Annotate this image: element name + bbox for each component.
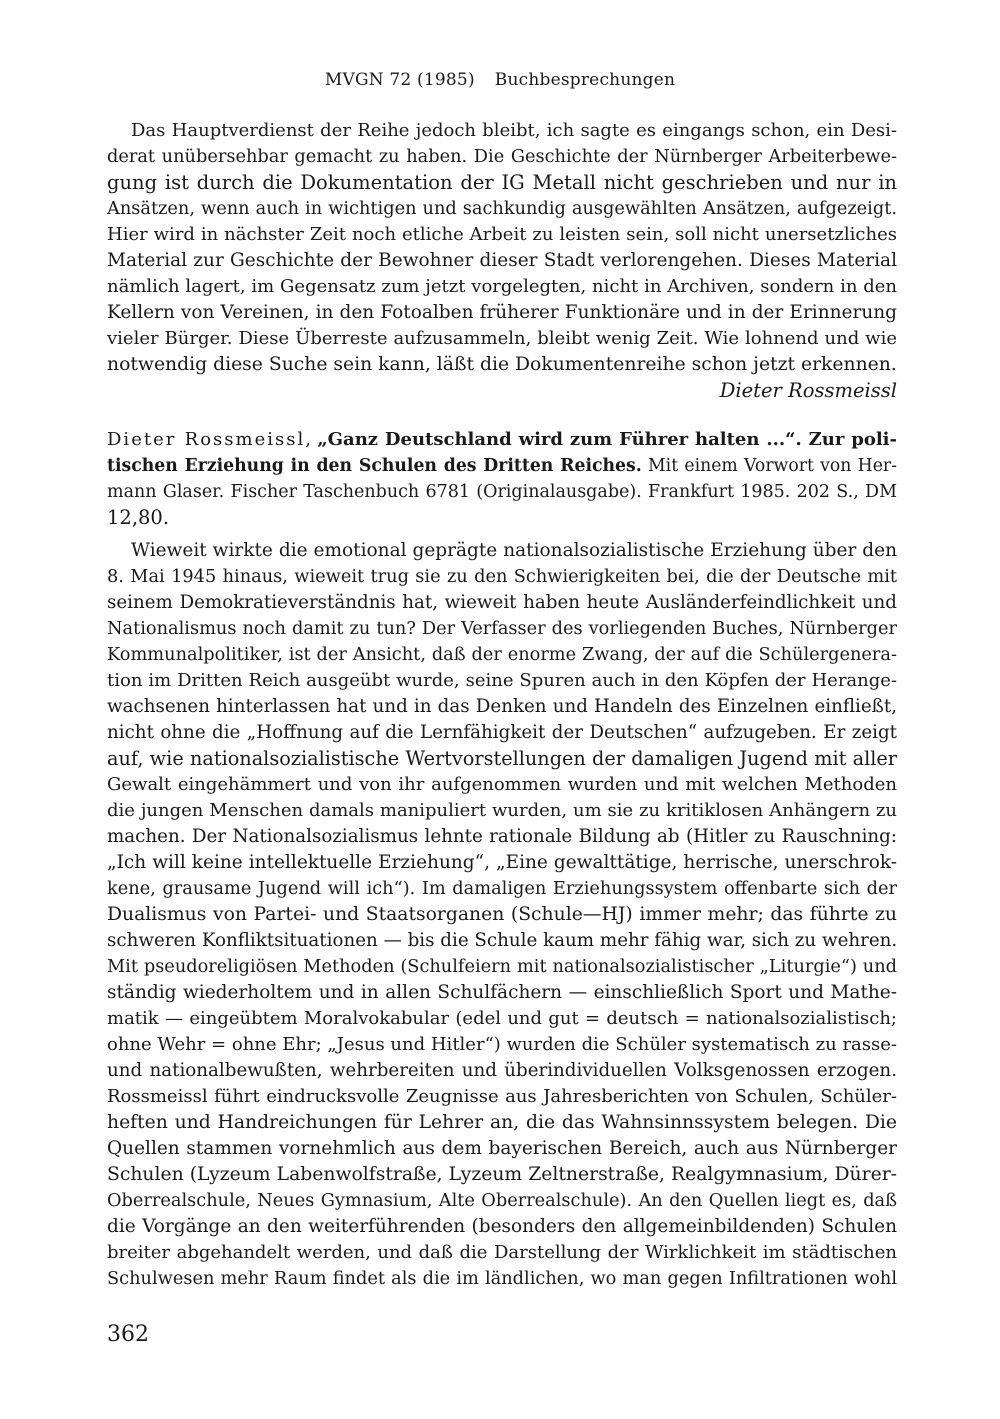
citation-line [107, 453, 897, 479]
text-line: wachsenen hinterlassen hat und in das Denken und Handeln des Einzelnen einfließt, [107, 696, 897, 717]
text-line: matik — eingeübtem Moralvokabular (edel und gut = deutsch = nationalsozialistisch; [107, 1008, 897, 1029]
text-line: Hier wird in nächster Zeit noch etliche Arbeit zu leisten sein, soll nicht unersetzliches [107, 224, 897, 245]
text-line: Wieweit wirkte die emotional geprägte nationalsozialistische Erziehung über den [131, 540, 897, 561]
reviewer-signature: Dieter Rossmeissl [719, 379, 897, 402]
text-line: nämlich lagert, im Gegensatz zum jetzt vorgelegten, nicht in Archiven, sondern in den [107, 276, 897, 297]
text-line: 8. Mai 1945 hinaus, wieweit trug sie zu den Schwierigkeiten bei, die der Deutsche mit [107, 567, 897, 587]
text-line: Kellern von Vereinen, in den Fotoalben früherer Funktionäre und in der Erinnerung [107, 302, 897, 323]
text-line: auf, wie nationalsozialistische Wertvorstellungen der damaligen Jugend mit aller [107, 747, 897, 770]
text-line: schweren Konfliktsituationen — bis die Schule kaum mehr fähig war, sich zu wehren. [107, 930, 898, 951]
text-line: ohne Wehr = ohne Ehr; „Jesus und Hitler“) wurden die Schüler systematisch zu rasse- [107, 1034, 897, 1055]
text-line: Oberrealschule, Neues Gymnasium, Alte Oberrealschule). An den Quellen liegt es, daß [107, 1191, 897, 1211]
running-head [0, 70, 1000, 90]
text-line: derat unübersehbar gemacht zu haben. Die Geschichte der Nürnberger Arbeiterbewe- [107, 147, 897, 167]
text-line: breiter abgehandelt werden, und daß die Darstellung der Wirklichkeit im städtischen [107, 1242, 897, 1263]
text-line: Gewalt eingehämmert und von ihr aufgenommen wurden und mit welchen Methoden [107, 774, 897, 795]
journal-reference: MVGN 72 (1985) [324, 70, 475, 90]
citation-details: Mit einem Vorwort von Her- [641, 456, 897, 476]
text-line: machen. Der Nationalsozialismus lehnte rationale Bildung ab (Hitler zu Rauschning: [107, 826, 897, 847]
text-line: ständig wiederholtem und in allen Schulfächern — einschließlich Sport und Mathe- [107, 982, 897, 1003]
citation-title-continued: tischen Erziehung in den Schulen des Dritten Reiches. [107, 456, 642, 476]
text-line: die Vorgänge an den weiterführenden (besonders den allgemeinbildenden) Schulen [107, 1216, 897, 1237]
citation-line: mann Glaser. Fischer Taschenbuch 6781 (Originalausgabe). Frankfurt 1985. 202 S., DM [107, 482, 897, 502]
text-line: nicht ohne die „Hoffnung auf die Lernfähigkeit der Deutschen“ aufzugeben. Er zeigt [107, 722, 897, 743]
text-line: notwendig diese Suche sein kann, läßt die Dokumentenreihe schon jetzt erkennen. [107, 354, 897, 375]
text-line: kene, grausame Jugend will ich“). Im damaligen Erziehungssystem offenbarte sich der [107, 879, 897, 899]
section-title: Buchbesprechungen [494, 70, 676, 90]
text-line: heften und Handreichungen für Lehrer an, die das Wahnsinnssystem belegen. Die [107, 1112, 897, 1133]
text-line: die jungen Menschen damals manipuliert wurden, um sie zu kritiklosen Anhängern zu [107, 800, 897, 821]
text-line: „Ich will keine intellektuelle Erziehung“, „Eine gewalttätige, herrische, unerschrok- [107, 852, 897, 873]
text-line: Schulen (Lyzeum Labenwolfstraße, Lyzeum Zeltnerstraße, Realgymnasium, Dürer- [107, 1164, 897, 1185]
text-line: Material zur Geschichte der Bewohner dieser Stadt verlorengehen. Dieses Material [107, 250, 897, 271]
citation-line: 12,80. [107, 506, 170, 529]
text-line: Kommunalpolitiker, ist der Ansicht, daß der enorme Zwang, der auf die Schülergenera- [107, 645, 897, 665]
text-line: Schulwesen mehr Raum findet als die im ländlichen, wo man gegen Infiltrationen wohl [107, 1269, 897, 1289]
text-line: tion im Dritten Reich ausgeübt wurde, seine Spuren auch in den Köpfen der Herange- [107, 670, 897, 691]
text-line: Das Hauptverdienst der Reihe jedoch bleibt, ich sagte es eingangs schon, ein Desi- [131, 120, 897, 141]
text-line: Dualismus von Partei- und Staatsorganen (Schule—HJ) immer mehr; das führte zu [107, 904, 897, 925]
text-line: Ansätzen, wenn auch in wichtigen und sachkundig ausgewählten Ansätzen, aufgezeigt. [107, 199, 897, 219]
citation-author: Dieter Rossmeissl [107, 429, 306, 450]
citation-title: „Ganz Deutschland wird zum Führer halten ...“. Zur poli- [317, 429, 897, 450]
text-line: Rossmeissl führt eindrucksvolle Zeugnisse aus Jahresberichten von Schulen, Schüler- [107, 1086, 897, 1107]
text-line: Quellen stammen vornehmlich aus dem bayerischen Bereich, auch aus Nürnberger [107, 1138, 897, 1159]
text-line: seinem Demokratieverständnis hat, wieweit haben heute Ausländerfeindlichkeit und [107, 592, 897, 613]
text-line: gung ist durch die Dokumentation der IG Metall nicht geschrieben und nur in [107, 171, 897, 194]
citation-line: Dieter Rossmeissl, „Ganz Deutschland wird zum Führer halten ...“. Zur poli- [107, 429, 897, 450]
text-line: vieler Bürger. Diese Überreste aufzusammeln, bleibt wenig Zeit. Wie lohnend und wie [107, 328, 897, 349]
page-number: 362 [107, 1322, 149, 1347]
text-line: Nationalismus noch damit zu tun? Der Verfasser des vorliegenden Buches, Nürnberger [107, 619, 897, 639]
text-line: Mit pseudoreligiösen Methoden (Schulfeiern mit nationalsozialistischer „Liturgie“) und [107, 957, 897, 977]
text-line: und nationalbewußten, wehrbereiten und überindividuellen Volksgenossen erzogen. [107, 1060, 897, 1081]
